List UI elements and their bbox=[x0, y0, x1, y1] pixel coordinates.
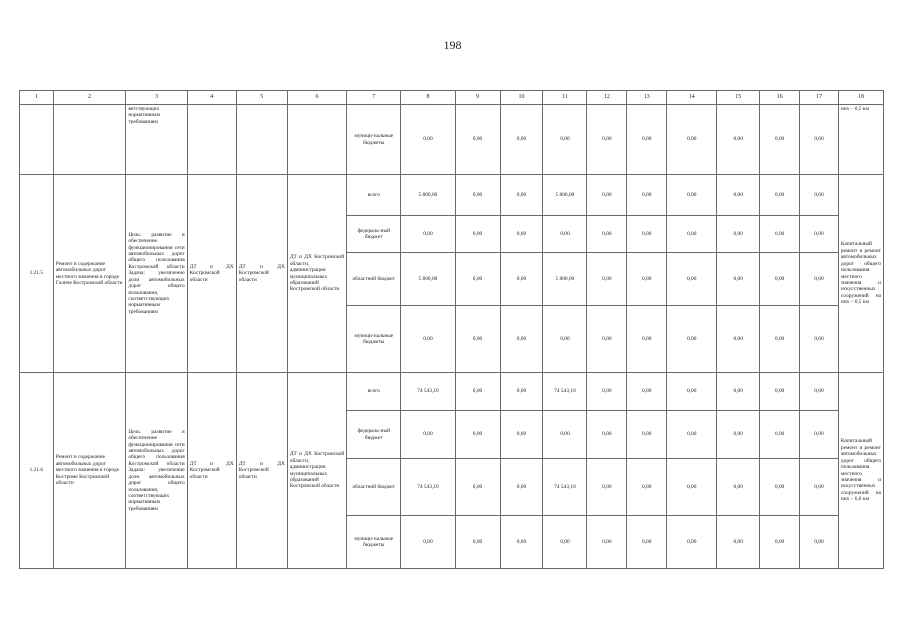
amount-cell: 5 800,00 bbox=[543, 253, 587, 306]
amount-cell: 0,00 bbox=[667, 516, 717, 569]
amount-cell: 0,00 bbox=[587, 253, 627, 306]
funding-source: всего bbox=[347, 373, 401, 411]
column-number: 3 bbox=[126, 91, 187, 105]
column-number: 4 bbox=[187, 91, 236, 105]
amount-cell: 0,00 bbox=[543, 411, 587, 459]
amount-cell: 0,00 bbox=[800, 373, 839, 411]
goal-task-text: ветствующих нормативным требованиям bbox=[126, 105, 187, 175]
column-number: 16 bbox=[760, 91, 800, 105]
amount-cell: 0,00 bbox=[627, 516, 667, 569]
amount-cell: 0,00 bbox=[500, 411, 543, 459]
amount-cell: 0,00 bbox=[800, 175, 839, 216]
column-number: 14 bbox=[667, 91, 717, 105]
column-number: 11 bbox=[543, 91, 587, 105]
amount-cell: 0,00 bbox=[667, 373, 717, 411]
amount-cell: 0,00 bbox=[627, 253, 667, 306]
amount-cell: 0,00 bbox=[455, 411, 500, 459]
amount-cell: 0,00 bbox=[401, 105, 455, 175]
amount-cell: 0,00 bbox=[500, 105, 543, 175]
amount-cell: 0,00 bbox=[760, 516, 800, 569]
activity-name: Ремонт и содержание автомобильных дорог местного значения в городе Галиче Костромской области bbox=[53, 175, 126, 373]
amount-cell: 0,00 bbox=[667, 105, 717, 175]
amount-cell: 0,00 bbox=[455, 459, 500, 516]
amount-cell: 0,00 bbox=[455, 253, 500, 306]
funding-source: муници-пальные бюджеты bbox=[347, 105, 401, 175]
amount-cell: 74 543,10 bbox=[401, 459, 455, 516]
amount-cell: 0,00 bbox=[543, 105, 587, 175]
coexecutor-text: ДТ и ДХ Костромской области bbox=[236, 373, 287, 569]
amount-cell: 0,00 bbox=[717, 373, 760, 411]
column-number: 6 bbox=[287, 91, 346, 105]
column-number: 13 bbox=[627, 91, 667, 105]
column-number: 12 bbox=[587, 91, 627, 105]
amount-cell: 0,00 bbox=[455, 105, 500, 175]
amount-cell: 0,00 bbox=[401, 306, 455, 373]
amount-cell: 0,00 bbox=[717, 105, 760, 175]
amount-cell: 0,00 bbox=[543, 306, 587, 373]
program-table bbox=[19, 90, 884, 569]
column-number: 1 bbox=[20, 91, 54, 105]
amount-cell: 0,00 bbox=[627, 411, 667, 459]
column-number-row bbox=[20, 91, 884, 105]
empty-cell bbox=[53, 105, 126, 175]
participants-text: ДТ и ДХ Костромской области, администрации муниципальных образований Костромской области bbox=[287, 373, 346, 569]
funding-source: муници-пальные бюджеты bbox=[347, 516, 401, 569]
amount-cell: 0,00 bbox=[500, 216, 543, 253]
executor-text: ДТ и ДХ Костромской области bbox=[187, 373, 236, 569]
amount-cell: 0,00 bbox=[401, 516, 455, 569]
amount-cell: 0,00 bbox=[627, 373, 667, 411]
funding-source: областной бюджет bbox=[347, 253, 401, 306]
amount-cell: 0,00 bbox=[667, 411, 717, 459]
column-number: 2 bbox=[53, 91, 126, 105]
amount-cell: 0,00 bbox=[587, 373, 627, 411]
amount-cell: 0,00 bbox=[717, 516, 760, 569]
amount-cell: 0,00 bbox=[587, 459, 627, 516]
column-number: 17 bbox=[800, 91, 839, 105]
amount-cell: 0,00 bbox=[455, 175, 500, 216]
amount-cell: 0,00 bbox=[455, 306, 500, 373]
column-number: 9 bbox=[455, 91, 500, 105]
amount-cell: 0,00 bbox=[800, 411, 839, 459]
amount-cell: 0,00 bbox=[717, 306, 760, 373]
amount-cell: 0,00 bbox=[667, 306, 717, 373]
amount-cell: 74 543,10 bbox=[401, 373, 455, 411]
executor-text: ДТ и ДХ Костромской области bbox=[187, 175, 236, 373]
item-number: 1.21.5 bbox=[20, 175, 54, 373]
empty-cell bbox=[287, 105, 346, 175]
column-number: 10 bbox=[500, 91, 543, 105]
goal-task-text: Цель: развитие и обеспечение функционирования сети автомобильных дорог общего пользования Костромской области Задача: увеличение доли автомобильных дорог общего пользования, соответствующих нормативным требованиям bbox=[126, 175, 187, 373]
amount-cell: 0,00 bbox=[717, 459, 760, 516]
result-text: Капитальный ремонт и ремонт автомобильных дорог общего пользования местного значения и искусственных сооружений на них – 0,5 км bbox=[838, 175, 883, 373]
participants-text: ДТ и ДХ Костромской области, администрации муниципальных образований Костромской области bbox=[287, 175, 346, 373]
amount-cell: 5 800,00 bbox=[543, 175, 587, 216]
amount-cell: 0,00 bbox=[717, 411, 760, 459]
column-number: 7 bbox=[347, 91, 401, 105]
amount-cell: 0,00 bbox=[587, 216, 627, 253]
funding-source: областной бюджет bbox=[347, 459, 401, 516]
empty-cell bbox=[187, 105, 236, 175]
amount-cell: 0,00 bbox=[543, 216, 587, 253]
continuation-row bbox=[20, 105, 884, 175]
amount-cell: 0,00 bbox=[760, 373, 800, 411]
activity-name: Ремонт и содержание автомобильных дорог местного значения в городе Костроме Костромской области bbox=[53, 373, 126, 569]
amount-cell: 0,00 bbox=[717, 216, 760, 253]
column-number: 18 bbox=[838, 91, 883, 105]
result-text: Капитальный ремонт и ремонт автомобильных дорог общего пользования местного значения и искусственных сооружений на них – 6,0 км bbox=[838, 373, 883, 569]
page-number: 198 bbox=[443, 38, 462, 52]
amount-cell: 0,00 bbox=[760, 105, 800, 175]
amount-cell: 0,00 bbox=[500, 175, 543, 216]
amount-cell: 0,00 bbox=[455, 373, 500, 411]
amount-cell: 0,00 bbox=[667, 459, 717, 516]
amount-cell: 0,00 bbox=[800, 516, 839, 569]
result-text: них – 0,5 км bbox=[838, 105, 883, 175]
amount-cell: 0,00 bbox=[800, 216, 839, 253]
amount-cell: 0,00 bbox=[760, 175, 800, 216]
amount-cell: 0,00 bbox=[667, 253, 717, 306]
column-number: 15 bbox=[717, 91, 760, 105]
amount-cell: 0,00 bbox=[587, 306, 627, 373]
amount-cell: 0,00 bbox=[587, 516, 627, 569]
empty-cell bbox=[236, 105, 287, 175]
amount-cell: 0,00 bbox=[543, 516, 587, 569]
amount-cell: 0,00 bbox=[627, 175, 667, 216]
amount-cell: 0,00 bbox=[500, 516, 543, 569]
amount-cell: 0,00 bbox=[760, 306, 800, 373]
amount-cell: 0,00 bbox=[587, 105, 627, 175]
amount-cell: 0,00 bbox=[401, 411, 455, 459]
amount-cell: 0,00 bbox=[455, 216, 500, 253]
amount-cell: 74 543,10 bbox=[543, 459, 587, 516]
amount-cell: 0,00 bbox=[627, 306, 667, 373]
amount-cell: 0,00 bbox=[627, 459, 667, 516]
amount-cell: 0,00 bbox=[800, 306, 839, 373]
coexecutor-text: ДТ и ДХ Костромской области bbox=[236, 175, 287, 373]
amount-cell: 0,00 bbox=[627, 105, 667, 175]
amount-cell: 5 800,00 bbox=[401, 175, 455, 216]
amount-cell: 0,00 bbox=[760, 253, 800, 306]
amount-cell: 0,00 bbox=[800, 459, 839, 516]
funding-source: муници-пальные бюджеты bbox=[347, 306, 401, 373]
amount-cell: 0,00 bbox=[500, 253, 543, 306]
amount-cell: 0,00 bbox=[760, 411, 800, 459]
amount-cell: 0,00 bbox=[500, 306, 543, 373]
amount-cell: 0,00 bbox=[587, 175, 627, 216]
amount-cell: 0,00 bbox=[717, 175, 760, 216]
amount-cell: 0,00 bbox=[500, 459, 543, 516]
column-number: 8 bbox=[401, 91, 455, 105]
item-number: 1.21.6 bbox=[20, 373, 54, 569]
amount-cell: 0,00 bbox=[455, 516, 500, 569]
funding-row bbox=[20, 373, 884, 411]
amount-cell: 0,00 bbox=[800, 253, 839, 306]
amount-cell: 74 543,10 bbox=[543, 373, 587, 411]
goal-task-text: Цель: развитие и обеспечение функционирования сети автомобильных дорог общего пользования Костромской области Задача: увеличение доли автомобильных дорог общего пользования, соответствующих нормативным требованиям bbox=[126, 373, 187, 569]
amount-cell: 0,00 bbox=[760, 459, 800, 516]
funding-source: всего bbox=[347, 175, 401, 216]
funding-row bbox=[20, 175, 884, 216]
empty-cell bbox=[20, 105, 54, 175]
amount-cell: 0,00 bbox=[760, 216, 800, 253]
amount-cell: 0,00 bbox=[500, 373, 543, 411]
amount-cell: 0,00 bbox=[667, 216, 717, 253]
amount-cell: 0,00 bbox=[401, 216, 455, 253]
amount-cell: 0,00 bbox=[627, 216, 667, 253]
column-number: 5 bbox=[236, 91, 287, 105]
amount-cell: 0,00 bbox=[717, 253, 760, 306]
amount-cell: 0,00 bbox=[800, 105, 839, 175]
amount-cell: 5 800,00 bbox=[401, 253, 455, 306]
amount-cell: 0,00 bbox=[667, 175, 717, 216]
amount-cell: 0,00 bbox=[587, 411, 627, 459]
funding-source: федераль-ный бюджет bbox=[347, 216, 401, 253]
funding-source: федераль-ный бюджет bbox=[347, 411, 401, 459]
